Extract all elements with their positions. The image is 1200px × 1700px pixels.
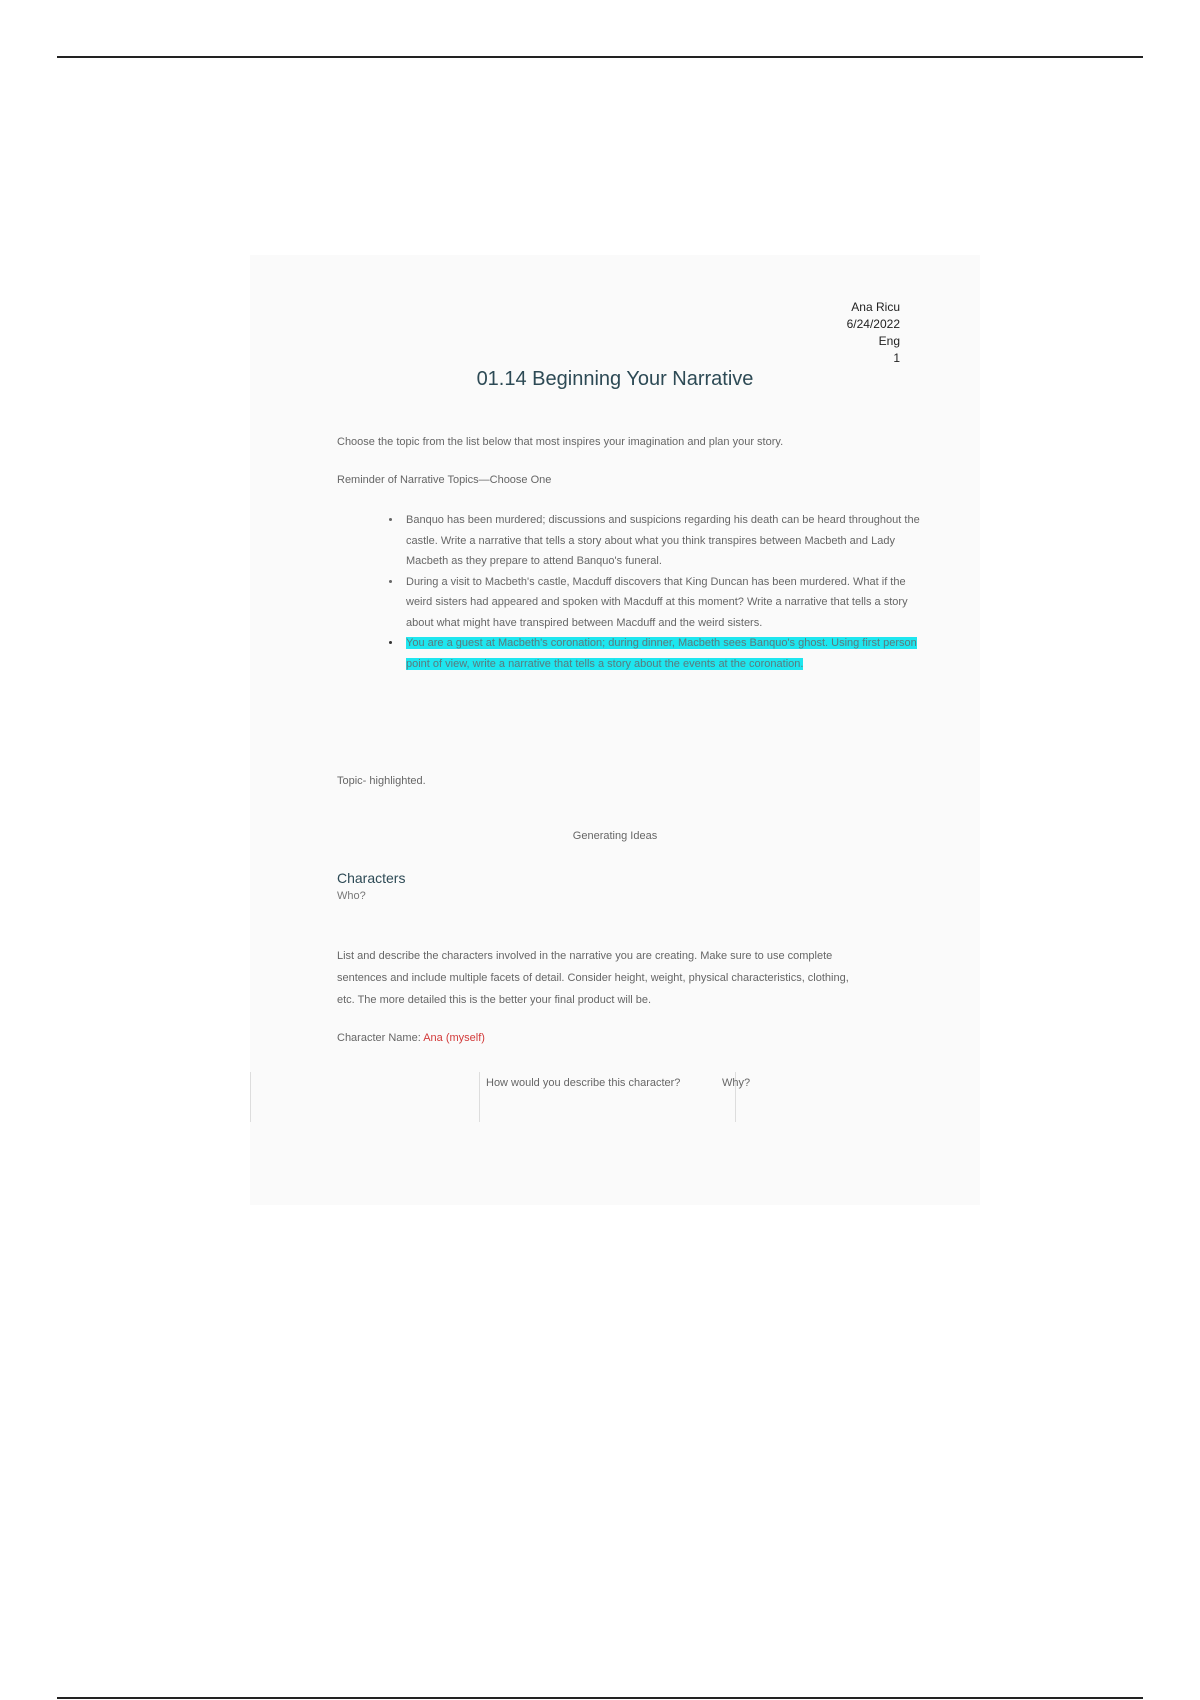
scanned-page	[250, 255, 980, 1205]
list-item: • During a visit to Macbeth's castle, Macduff discovers that King Duncan has been murdered. What if the weird sisters had appeared and spoken with Macduff at this moment? Write a narrative that tells a story about what might have transpired between Macduff and the weird sisters.	[402, 572, 932, 634]
character-name-label: Character Name:	[337, 1032, 421, 1044]
page-number: 1	[893, 351, 900, 365]
table-header-why: Why?	[722, 1077, 751, 1089]
student-header	[847, 299, 900, 367]
list-item: • Banquo has been murdered; discussions and suspicions regarding his death can be heard throughout the castle. Write a narrative that tells a story about what you think transpires between Macbeth and Lady Macbeth as they prepare to attend Banquo's funeral.	[402, 510, 932, 572]
reminder-text: Reminder of Narrative Topics—Choose One	[337, 474, 552, 486]
date: 6/24/2022	[846, 317, 900, 331]
table-header-describe: How would you describe this character?	[486, 1077, 681, 1089]
characters-heading: Characters	[337, 870, 406, 886]
top-rule	[57, 56, 1143, 58]
student-name: Ana Ricu	[851, 300, 900, 314]
character-name-line	[337, 1032, 485, 1044]
character-name-value: Ana (myself)	[423, 1032, 485, 1044]
instructions: List and describe the characters involved in the narrative you are creating. Make sure to use complete sentences and include multiple facets of detail. Consider height, weight, physical characteristics, clothing, etc. The more detailed this is the better your final product will be.	[337, 950, 849, 1006]
bottom-rule	[57, 1697, 1143, 1699]
course: Eng	[878, 334, 900, 348]
table-divider	[250, 1072, 251, 1122]
who-label: Who?	[337, 890, 366, 902]
list-item-highlighted: • You are a guest at Macbeth's coronation; during dinner, Macbeth sees Banquo's ghost. Using first person point of view, write a narrative that tells a story about the events at the coronation.	[402, 633, 932, 674]
character-table	[250, 1072, 751, 1122]
topic-choice: Topic- highlighted.	[337, 775, 426, 787]
page-title: 01.14 Beginning Your Narrative	[476, 368, 754, 390]
topic-list	[372, 510, 932, 674]
intro-text: Choose the topic from the list below that most inspires your imagination and plan your story.	[337, 436, 784, 448]
section-heading: Generating Ideas	[572, 830, 658, 842]
table-divider	[479, 1072, 480, 1122]
